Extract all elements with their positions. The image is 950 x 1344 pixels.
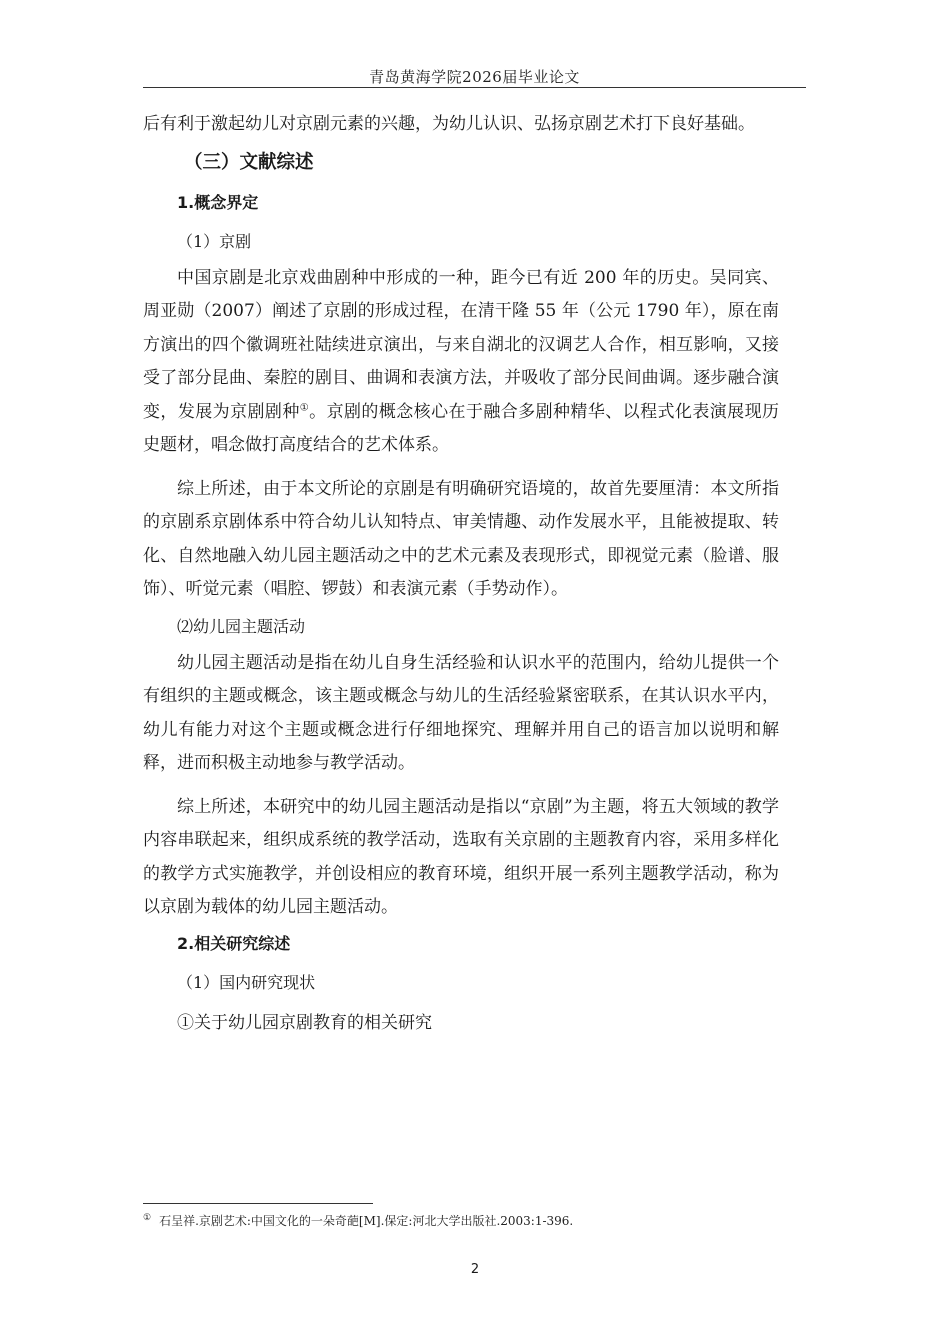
running-header: 青岛黄海学院2026届毕业论文: [369, 68, 580, 86]
subheading-item: ①关于幼儿园京剧教育的相关研究: [177, 1012, 432, 1033]
paragraph-theme-summary: 综上所述，本研究中的幼儿园主题活动是指以“京剧”为主题，将五大领域的教学内容串联起来，组织成系统的教学活动，选取有关京剧的主题教育内容，采用多样化的教学方式实施教学，并创设相应的教育环境，组织开展一系列主题教学活动，称为以京剧为载体的幼儿园主题活动。: [143, 796, 779, 917]
footnote: [143, 1212, 573, 1229]
footnote-text: 石呈祥.京剧艺术:中国文化的一朵奇葩[M].保定:河北大学出版社.2003:1-396.: [159, 1214, 574, 1228]
subheading-domestic: （1）国内研究现状: [177, 972, 316, 992]
paragraph-jingju-definition: [143, 262, 779, 463]
paragraph-jingju-summary: 综上所述，由于本文所论的京剧是有明确研究语境的，故首先要厘清：本文所指的京剧系京剧体系中符合幼儿认知特点、审美情趣、动作发展水平，且能被提取、转化、自然地融入幼儿园主题活动之中的艺术元素及表现形式，即视觉元素（脸谱、服饰）、听觉元素（唱腔、锣鼓）和表演元素（手势动作）。: [143, 478, 779, 599]
section-heading: （三）文献综述: [184, 151, 314, 173]
header-rule: [143, 87, 806, 88]
footnote-reference[interactable]: ①: [299, 401, 310, 413]
footnote-rule: [143, 1203, 373, 1204]
subsection-heading-review: 2.相关研究综述: [177, 933, 291, 953]
subsection-heading-concepts: 1.概念界定: [177, 192, 259, 212]
page-number: 2: [470, 1262, 480, 1277]
footnote-mark: ①: [143, 1213, 152, 1223]
paragraph-theme-definition: 幼儿园主题活动是指在幼儿自身生活经验和认识水平的范围内，给幼儿提供一个有组织的主题或概念，该主题或概念与幼儿的生活经验紧密联系，在其认识水平内，幼儿有能力对这个主题或概念进行仔细地探究、理解并用自己的语言加以说明和解释，进而积极主动地参与教学活动。: [143, 652, 779, 773]
intro-paragraph: 后有利于激起幼儿对京剧元素的兴趣，为幼儿认识、弘扬京剧艺术打下良好基础。: [143, 114, 755, 134]
subheading-jingju: （1）京剧: [177, 231, 252, 251]
page-body: [143, 108, 779, 1043]
subheading-theme-activity: ⑵幼儿园主题活动: [177, 616, 306, 636]
paragraph-text: 中国京剧是北京戏曲剧种中形成的一种，距今已有近 200 年的历史。吴同宾、周亚勋（2007）阐述了京剧的形成过程，在清干隆 55 年（公元 1790 年），原在南方演出的四个徽调班社陆续进京演出，与来自湖北的汉调艺人合作，相互影响，又接受了部分昆曲、秦腔的剧目、曲调和表演方法，并吸收了部分民间曲调。逐步融合演变，发展为京剧剧种: [143, 267, 779, 422]
paragraph-text: 。京剧的概念核心在于融合多剧种精华、以程式化表演展现历史题材，唱念做打高度结合的艺术体系。: [143, 401, 780, 455]
